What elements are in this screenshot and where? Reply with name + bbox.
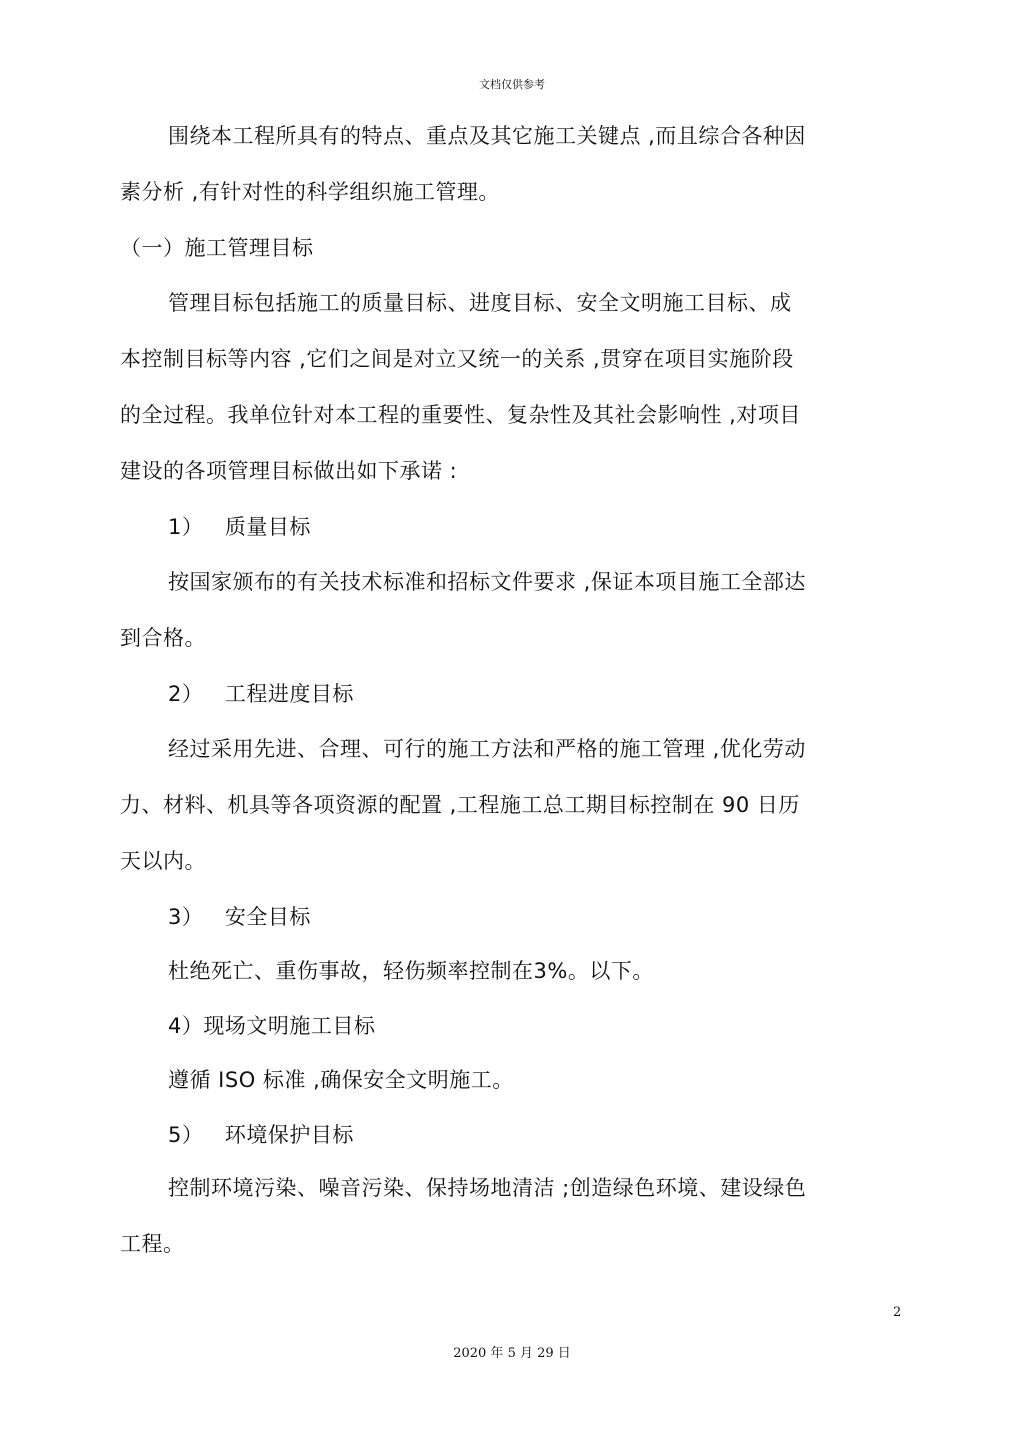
paragraph-line: 经过采用先进、合理、可行的施工方法和严格的施工管理 ,优化劳动 xyxy=(168,737,806,761)
paragraph-line: 天以内。 xyxy=(120,849,206,873)
subheading-quality: 1） 质量目标 xyxy=(168,515,311,539)
paragraph-line: 建设的各项管理目标做出如下承诺 : xyxy=(120,459,458,483)
page-number: 2 xyxy=(893,1305,902,1320)
paragraph-line: 围绕本工程所具有的特点、重点及其它施工关键点 ,而且综合各种因 xyxy=(168,124,806,148)
footer-date: 2020 年 5 月 29 日 xyxy=(453,1346,571,1361)
paragraph-line: 本控制目标等内容 ,它们之间是对立又统一的关系 ,贯穿在项目实施阶段 xyxy=(120,347,794,371)
paragraph-line: 的全过程。我单位针对本工程的重要性、复杂性及其社会影响性 ,对项目 xyxy=(120,403,801,427)
paragraph-line: 控制环境污染、噪音污染、保持场地清洁 ;创造绿色环境、建设绿色 xyxy=(168,1176,807,1200)
paragraph-line: 按国家颁布的有关技术标准和招标文件要求 ,保证本项目施工全部达 xyxy=(168,570,806,594)
subheading-schedule: 2） 工程进度目标 xyxy=(168,682,354,706)
paragraph-line: 杜绝死亡、重伤事故，轻伤频率控制在3%。以下。 xyxy=(168,959,654,983)
paragraph-line: 到合格。 xyxy=(120,626,206,650)
paragraph-line: 力、材料、机具等各项资源的配置 ,工程施工总工期目标控制在 90 日历 xyxy=(120,793,800,817)
paragraph-line: 工程。 xyxy=(120,1232,185,1256)
section-heading: （一）施工管理目标 xyxy=(120,236,314,260)
paragraph-line: 遵循 ISO 标准 ,确保安全文明施工。 xyxy=(168,1068,514,1092)
subheading-safety: 3） 安全目标 xyxy=(168,905,311,929)
subheading-environment: 5） 环境保护目标 xyxy=(168,1123,354,1147)
subheading-civilized-construction: 4）现场文明施工目标 xyxy=(168,1014,376,1038)
document-header: 文档仅供参考 xyxy=(479,78,545,91)
paragraph-line: 素分析 ,有针对性的科学组织施工管理。 xyxy=(120,180,500,204)
paragraph-line: 管理目标包括施工的质量目标、进度目标、安全文明施工目标、成 xyxy=(168,291,792,315)
